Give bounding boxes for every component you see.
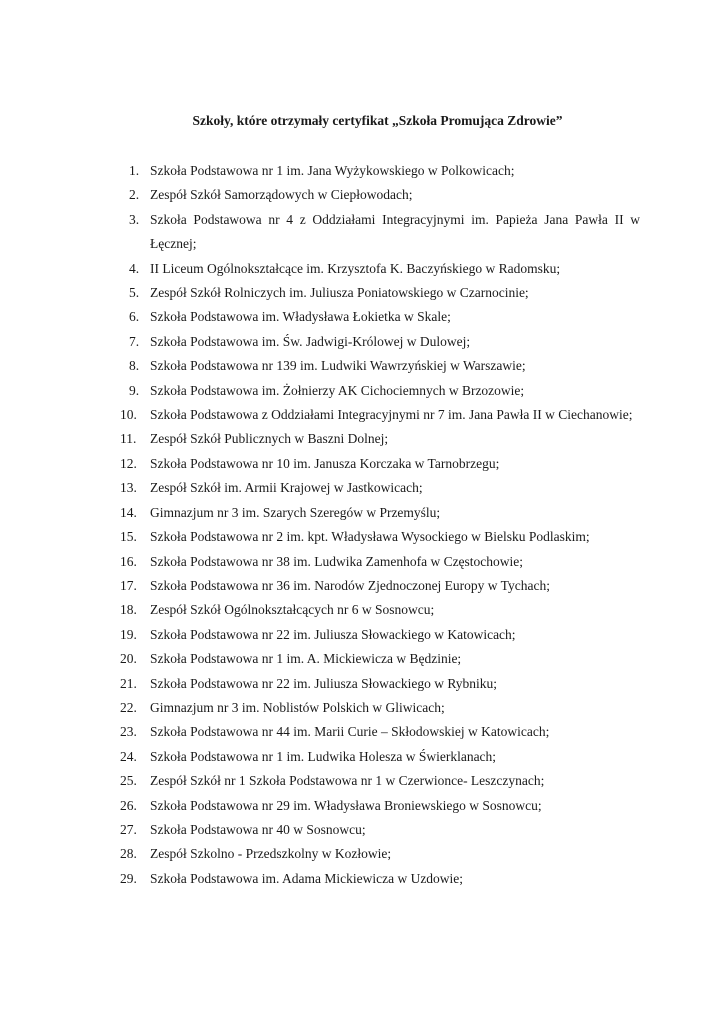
list-item-number-label: 20. xyxy=(120,651,137,667)
list-item-number-label: 26. xyxy=(120,797,137,813)
list-item xyxy=(120,476,640,500)
list-item-number-label: 24. xyxy=(120,748,137,764)
list-item xyxy=(120,305,640,329)
list-item-text: Zespół Szkół Samorządowych w Ciepłowodach; xyxy=(150,187,413,203)
list-item xyxy=(120,794,640,818)
list-item-text: Zespół Szkół Ogólnokształcących nr 6 w Sosnowcu; xyxy=(150,602,435,618)
list-item xyxy=(120,647,640,671)
list-item-number xyxy=(120,842,150,866)
list-item xyxy=(120,427,640,451)
list-item xyxy=(120,867,640,891)
list-item xyxy=(120,403,640,427)
list-item-number-label: 28. xyxy=(120,846,137,862)
list-item xyxy=(120,208,640,257)
list-item-number xyxy=(120,720,150,744)
list-item xyxy=(120,257,640,281)
list-item-number-label: 10. xyxy=(120,407,137,423)
list-item-text: Zespół Szkół Rolniczych im. Juliusza Poniatowskiego w Czarnocinie; xyxy=(150,285,529,301)
list-item-number-label: 13. xyxy=(120,480,137,496)
list-item-number xyxy=(120,672,150,696)
list-item-text: Szkoła Podstawowa nr 44 im. Marii Curie – Skłodowskiej w Katowicach; xyxy=(150,724,550,740)
list-item xyxy=(120,379,640,403)
list-item-number-label: 4. xyxy=(129,260,140,276)
list-item xyxy=(120,354,640,378)
list-item-text: Szkoła Podstawowa nr 2 im. kpt. Władysława Wysockiego w Bielsku Podlaskim; xyxy=(150,529,590,545)
list-item-number xyxy=(120,647,150,671)
list-item-number xyxy=(120,452,150,476)
list-item-text: Gimnazjum nr 3 im. Noblistów Polskich w Gliwicach; xyxy=(150,699,445,715)
list-item-text: Szkoła Podstawowa nr 22 im. Juliusza Słowackiego w Rybniku; xyxy=(150,675,498,691)
list-item-text: Szkoła Podstawowa nr 139 im. Ludwiki Wawrzyńskiej w Warszawie; xyxy=(150,358,526,374)
list-item-number xyxy=(120,818,150,842)
list-item xyxy=(120,281,640,305)
list-item-text: Szkoła Podstawowa nr 1 im. Ludwika Holesza w Świerklanach; xyxy=(150,748,497,764)
list-item-text: Szkoła Podstawowa nr 10 im. Janusza Korczaka w Tarnobrzegu; xyxy=(150,455,500,471)
list-item-number xyxy=(120,330,150,354)
list-item-number xyxy=(120,769,150,793)
list-item xyxy=(120,452,640,476)
list-item-number xyxy=(120,305,150,329)
list-item xyxy=(120,842,640,866)
list-item-number xyxy=(120,208,150,232)
list-item-text: Szkoła Podstawowa nr 22 im. Juliusza Słowackiego w Katowicach; xyxy=(150,626,516,642)
document-title: Szkoły, które otrzymały certyfikat „Szkoła Promująca Zdrowie” xyxy=(192,113,563,128)
list-item-number-label: 2. xyxy=(129,187,140,203)
list-item-number xyxy=(120,281,150,305)
list-item-text: II Liceum Ogólnokształcące im. Krzysztofa K. Baczyńskiego w Radomsku; xyxy=(150,260,561,276)
list-item-number-label: 23. xyxy=(120,724,137,740)
list-item-number xyxy=(120,598,150,622)
list-item-number-label: 15. xyxy=(120,529,137,545)
list-item-number-label: 22. xyxy=(120,699,137,715)
list-item-number xyxy=(120,379,150,403)
list-item-number xyxy=(120,501,150,525)
list-item-number-label: 21. xyxy=(120,675,137,691)
list-item xyxy=(120,159,640,183)
list-item-number-label: 3. xyxy=(129,211,140,227)
list-item xyxy=(120,745,640,769)
list-item-number xyxy=(120,476,150,500)
list-item-number xyxy=(120,403,150,427)
list-item-text: Szkoła Podstawowa nr 38 im. Ludwika Zamenhofa w Częstochowie; xyxy=(150,553,524,569)
list-item-number xyxy=(120,745,150,769)
list-item-number xyxy=(120,574,150,598)
list-item-text: Szkoła Podstawowa nr 36 im. Narodów Zjednoczonej Europy w Tychach; xyxy=(150,577,550,593)
list-item xyxy=(120,183,640,207)
list-item xyxy=(120,696,640,720)
list-item-number-label: 7. xyxy=(129,333,140,349)
school-list xyxy=(120,159,640,891)
list-item-text: Gimnazjum nr 3 im. Szarych Szeregów w Przemyślu; xyxy=(150,504,441,520)
list-item-text: Szkoła Podstawowa nr 4 z Oddziałami Integracyjnymi im. Papieża Jana Pawła II w Łęcznej; xyxy=(150,211,640,252)
list-item xyxy=(120,330,640,354)
list-item-text: Zespół Szkół nr 1 Szkoła Podstawowa nr 1 w Czerwionce- Leszczynach; xyxy=(150,773,545,789)
list-item-text: Szkoła Podstawowa nr 29 im. Władysława Broniewskiego w Sosnowcu; xyxy=(150,797,542,813)
list-item-text: Szkoła Podstawowa nr 1 im. Jana Wyżykowskiego w Polkowicach; xyxy=(150,163,515,178)
list-item-number-label: 27. xyxy=(120,821,137,837)
list-item-number-label: 16. xyxy=(120,553,137,569)
list-item-number xyxy=(120,525,150,549)
list-item xyxy=(120,769,640,793)
list-item-number-label: 1. xyxy=(129,163,140,178)
list-item-number-label: 9. xyxy=(129,382,140,398)
list-item-number xyxy=(120,550,150,574)
list-item-text: Szkoła Podstawowa nr 40 w Sosnowcu; xyxy=(150,821,366,837)
list-item xyxy=(120,598,640,622)
list-item-text: Szkoła Podstawowa z Oddziałami Integracyjnymi nr 7 im. Jana Pawła II w Ciechanowie; xyxy=(150,407,633,423)
list-item-text: Szkoła Podstawowa im. Adama Mickiewicza w Uzdowie; xyxy=(150,870,464,886)
list-item-number xyxy=(120,867,150,891)
list-item-number xyxy=(120,794,150,818)
list-item xyxy=(120,720,640,744)
list-item xyxy=(120,574,640,598)
list-item-text: Szkoła Podstawowa im. Władysława Łokietka w Skale; xyxy=(150,309,451,325)
list-item-number-label: 11. xyxy=(120,431,137,447)
list-item-number-label: 14. xyxy=(120,504,137,520)
list-item-number-label: 12. xyxy=(120,455,137,471)
list-item-number-label: 18. xyxy=(120,602,137,618)
list-item-text: Zespół Szkół Publicznych w Baszni Dolnej; xyxy=(150,431,389,447)
list-item-number xyxy=(120,183,150,207)
list-item-text: Zespół Szkół im. Armii Krajowej w Jastkowicach; xyxy=(150,480,423,496)
list-item-number xyxy=(120,159,150,183)
list-item-number xyxy=(120,696,150,720)
list-item-number-label: 25. xyxy=(120,773,137,789)
list-item-number-label: 8. xyxy=(129,358,140,374)
list-item-number xyxy=(120,354,150,378)
list-item xyxy=(120,525,640,549)
list-item xyxy=(120,623,640,647)
list-item-number xyxy=(120,257,150,281)
list-item xyxy=(120,501,640,525)
list-item-number-label: 5. xyxy=(129,285,140,301)
list-item-text: Zespół Szkolno - Przedszkolny w Kozłowie; xyxy=(150,846,392,862)
list-item-number xyxy=(120,427,150,451)
list-item xyxy=(120,550,640,574)
list-item-number-label: 29. xyxy=(120,870,137,886)
list-item-number-label: 19. xyxy=(120,626,137,642)
list-item-number xyxy=(120,623,150,647)
list-item xyxy=(120,672,640,696)
list-item-number-label: 6. xyxy=(129,309,140,325)
list-item xyxy=(120,818,640,842)
list-item-number-label: 17. xyxy=(120,577,137,593)
list-item-text: Szkoła Podstawowa im. Żołnierzy AK Cichociemnych w Brzozowie; xyxy=(150,382,525,398)
list-item-text: Szkoła Podstawowa nr 1 im. A. Mickiewicza w Będzinie; xyxy=(150,651,462,667)
list-item-text: Szkoła Podstawowa im. Św. Jadwigi-Królowej w Dulowej; xyxy=(150,333,471,349)
